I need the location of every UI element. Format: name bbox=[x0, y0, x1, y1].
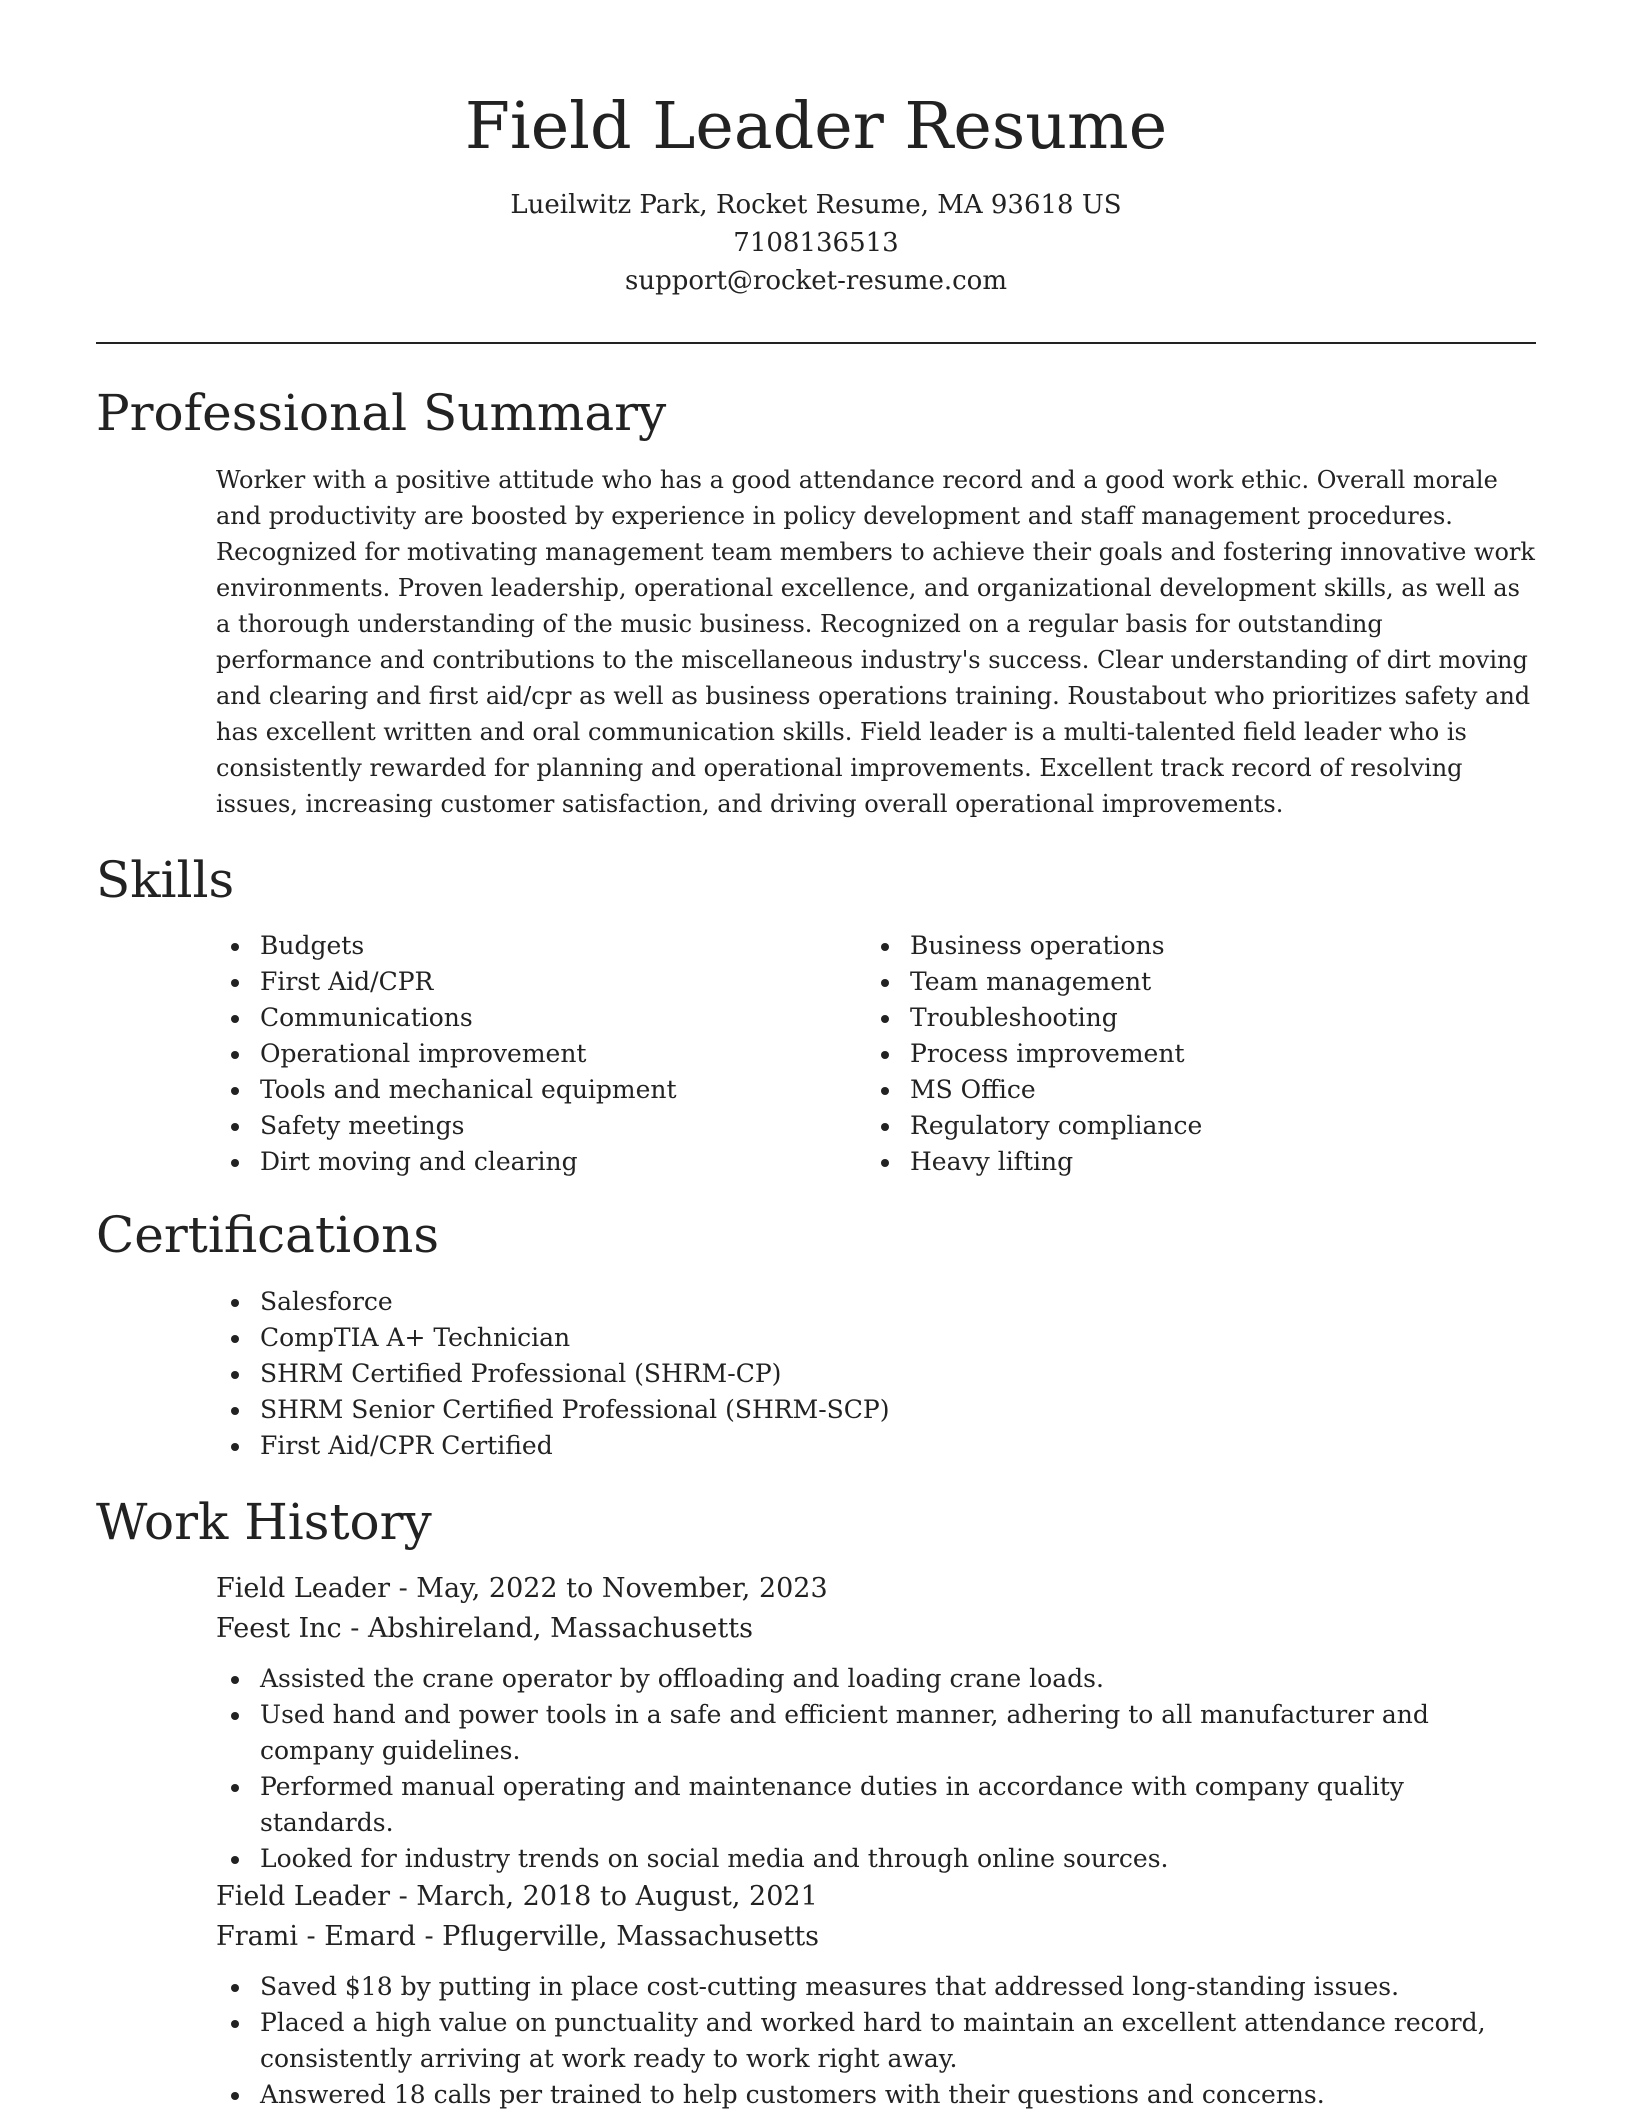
skill-item: Team management bbox=[866, 964, 1466, 1000]
job-bullet-item: Performed manual operating and maintenance duties in accordance with company quality standards. bbox=[216, 1769, 1536, 1841]
section-title-skills: Skills bbox=[96, 851, 235, 909]
skill-item: Troubleshooting bbox=[866, 1000, 1466, 1036]
resume-title: Field Leader Resume bbox=[464, 89, 1168, 164]
contact-email: support@rocket-resume.com bbox=[624, 266, 1007, 296]
resume-header bbox=[96, 82, 1536, 300]
header-divider bbox=[96, 342, 1536, 344]
skill-item: Dirt moving and clearing bbox=[216, 1144, 816, 1180]
skills-left-column bbox=[216, 928, 816, 1180]
skill-item: Heavy lifting bbox=[866, 1144, 1466, 1180]
skill-item: Budgets bbox=[216, 928, 816, 964]
job-bullet-item: Saved $18 by putting in place cost-cutting measures that addressed long-standing issues. bbox=[216, 1969, 1536, 2005]
skill-item: Business operations bbox=[866, 928, 1466, 964]
job-title-line: Field Leader - March, 2018 to August, 2021 bbox=[216, 1881, 818, 1912]
contact-address: Lueilwitz Park, Rocket Resume, MA 93618 US bbox=[510, 190, 1122, 220]
job-bullets bbox=[216, 1661, 1536, 1877]
certification-item: CompTIA A+ Technician bbox=[216, 1320, 1536, 1356]
section-title-summary: Professional Summary bbox=[96, 384, 667, 442]
skill-item: Communications bbox=[216, 1000, 816, 1036]
job-company-line: Frami - Emard - Pflugerville, Massachusetts bbox=[216, 1921, 820, 1952]
job-bullets bbox=[216, 1969, 1536, 2113]
skill-item: Safety meetings bbox=[216, 1108, 816, 1144]
section-title-certifications: Certifications bbox=[96, 1206, 440, 1264]
skill-item: Tools and mechanical equipment bbox=[216, 1072, 816, 1108]
skill-item: First Aid/CPR bbox=[216, 964, 816, 1000]
job-entry bbox=[216, 1877, 1536, 2113]
job-bullet-item: Placed a high value on punctuality and worked hard to maintain an excellent attendance record, consistently arriving at work ready to work right away. bbox=[216, 2005, 1536, 2077]
certification-item: First Aid/CPR Certified bbox=[216, 1428, 1536, 1464]
skill-item: Process improvement bbox=[866, 1036, 1466, 1072]
certification-item: SHRM Certified Professional (SHRM-CP) bbox=[216, 1356, 1536, 1392]
contact-phone: 7108136513 bbox=[733, 228, 899, 258]
skill-item: Operational improvement bbox=[216, 1036, 816, 1072]
job-bullet-item: Looked for industry trends on social media and through online sources. bbox=[216, 1841, 1536, 1877]
section-title-work-history: Work History bbox=[96, 1493, 432, 1551]
certification-item: SHRM Senior Certified Professional (SHRM-SCP) bbox=[216, 1392, 1536, 1428]
job-title-line: Field Leader - May, 2022 to November, 2023 bbox=[216, 1573, 828, 1604]
certification-item: Salesforce bbox=[216, 1284, 1536, 1320]
skills-right-column bbox=[866, 928, 1466, 1180]
skill-item: Regulatory compliance bbox=[866, 1108, 1466, 1144]
job-bullet-item: Used hand and power tools in a safe and efficient manner, adhering to all manufacturer and company guidelines. bbox=[216, 1697, 1536, 1769]
job-bullet-item: Assisted the crane operator by offloading and loading crane loads. bbox=[216, 1661, 1536, 1697]
skills-list-left bbox=[216, 928, 816, 1180]
skill-item: MS Office bbox=[866, 1072, 1466, 1108]
skills-list-right bbox=[866, 928, 1466, 1180]
job-entry bbox=[216, 1569, 1536, 1877]
certifications-block bbox=[216, 1284, 1536, 1464]
certifications-list bbox=[216, 1284, 1536, 1464]
job-company-line: Feest Inc - Abshireland, Massachusetts bbox=[216, 1613, 753, 1644]
summary-text: Worker with a positive attitude who has a good attendance record and a good work ethic. Overall morale and productivity are boosted by experience in policy development and staff management procedures. Recognized for motivating management team members to achieve their goals and fostering innovative work environments. Proven leadership, operational excellence, and organizational development skills, as well as a thorough understanding of the music business. Recognized on a regular basis for outstanding performance and contributions to the miscellaneous industry's success. Clear understanding of dirt moving and clearing and first aid/cpr as well as business operations training. Roustabout who prioritizes safety and has excellent written and oral communication skills. Field leader is a multi-talented field leader who is consistently rewarded for planning and operational improvements. Excellent track record of resolving issues, increasing customer satisfaction, and driving overall operational improvements. bbox=[216, 466, 1535, 818]
job-bullet-item: Answered 18 calls per trained to help customers with their questions and concerns. bbox=[216, 2077, 1536, 2113]
